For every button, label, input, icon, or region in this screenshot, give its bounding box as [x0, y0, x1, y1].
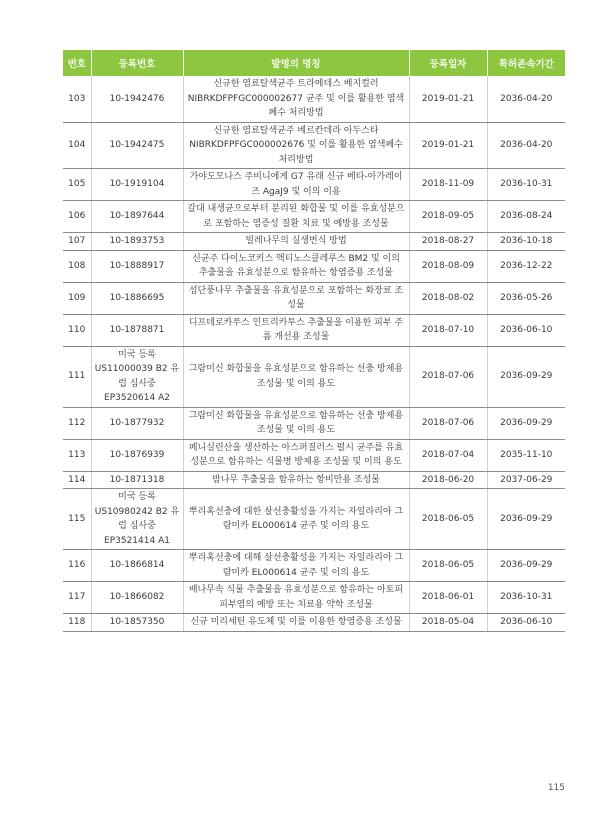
cell-invention-title: 갈대 내생균으로부터 분리된 화합물 및 이를 유효성분으로 포함하는 염증성 질환 치료 및 예방용 조성물 — [183, 201, 409, 233]
cell-registration-number: 10-1871318 — [91, 471, 183, 489]
cell-patent-term: 2036-09-29 — [487, 550, 565, 582]
header-invention-title: 발명의 명칭 — [183, 50, 409, 76]
cell-patent-term: 2036-06-10 — [487, 614, 565, 632]
cell-registration-date: 2018-07-06 — [409, 346, 487, 407]
cell-patent-term: 2036-09-29 — [487, 407, 565, 439]
header-patent-term: 특허존속기간 — [487, 50, 565, 76]
cell-patent-term: 2036-10-31 — [487, 582, 565, 614]
cell-invention-title: 신규한 염료탈색균주 베르칸데라 아두스타 NIBRKDFPFGC000002676 및 이를 활용한 염색폐수 처리방법 — [183, 122, 409, 169]
header-registration-number: 등록번호 — [91, 50, 183, 76]
cell-patent-term: 2035-11-10 — [487, 439, 565, 471]
table-row — [63, 407, 565, 439]
table-row — [63, 346, 565, 407]
cell-patent-term: 2036-09-29 — [487, 346, 565, 407]
cell-registration-number: 10-1877932 — [91, 407, 183, 439]
cell-number: 113 — [63, 439, 91, 471]
cell-registration-date: 2018-07-10 — [409, 314, 487, 346]
cell-patent-term: 2036-08-24 — [487, 201, 565, 233]
cell-patent-term: 2036-10-18 — [487, 233, 565, 251]
cell-registration-date: 2019-01-21 — [409, 76, 487, 122]
table-row — [63, 201, 565, 233]
cell-registration-date: 2018-07-04 — [409, 439, 487, 471]
table-header — [63, 50, 565, 76]
cell-registration-date: 2018-07-06 — [409, 407, 487, 439]
table-row — [63, 550, 565, 582]
cell-registration-number: 10-1893753 — [91, 233, 183, 251]
cell-registration-number: 미국 등록 US11000039 B2 유럽 심사중 EP3520614 A2 — [91, 346, 183, 407]
cell-registration-number: 10-1919104 — [91, 169, 183, 201]
table-body — [63, 76, 565, 631]
cell-registration-date: 2018-09-05 — [409, 201, 487, 233]
cell-patent-term: 2036-06-10 — [487, 314, 565, 346]
cell-invention-title: 디프테로카푸스 인트리카투스 추출물을 이용한 피부 주름 개선용 조성물 — [183, 314, 409, 346]
cell-registration-number: 10-1878871 — [91, 314, 183, 346]
patent-table — [63, 50, 565, 632]
table-row — [63, 76, 565, 122]
cell-invention-title: 빌레나무의 실생번식 방법 — [183, 233, 409, 251]
cell-patent-term: 2036-12-22 — [487, 250, 565, 282]
cell-registration-date: 2018-06-20 — [409, 471, 487, 489]
cell-invention-title: 신규 미리세틴 유도체 및 이를 이용한 항염증용 조성물 — [183, 614, 409, 632]
header-number: 번호 — [63, 50, 91, 76]
table-row — [63, 471, 565, 489]
cell-invention-title: 그람미신 화합물을 유효성분으로 함유하는 선충 방제용 조성물 및 이의 용도 — [183, 346, 409, 407]
cell-number: 111 — [63, 346, 91, 407]
cell-number: 105 — [63, 169, 91, 201]
cell-invention-title: 신규한 염료탈색균주 트라메테스 베지컬러 NIBRKDFPFGC000002677 균주 및 이를 활용한 염색폐수 처리방법 — [183, 76, 409, 122]
cell-registration-number: 10-1897644 — [91, 201, 183, 233]
cell-invention-title: 밤나무 추출물을 함유하는 항비만용 조성물 — [183, 471, 409, 489]
cell-number: 114 — [63, 471, 91, 489]
cell-invention-title: 가야도모나스 주비니에게 G7 유래 신규 베타-아가레이즈 AgaJ9 및 이의 이용 — [183, 169, 409, 201]
cell-registration-number: 10-1866082 — [91, 582, 183, 614]
cell-registration-number: 미국 등록 US10980242 B2 유럽 심사중 EP3521414 A1 — [91, 489, 183, 550]
table-row — [63, 169, 565, 201]
table-row — [63, 614, 565, 632]
cell-number: 116 — [63, 550, 91, 582]
cell-invention-title: 섬단풍나무 추출물을 유효성분으로 포함하는 화장료 조성물 — [183, 282, 409, 314]
cell-registration-date: 2018-11-09 — [409, 169, 487, 201]
cell-patent-term: 2036-04-20 — [487, 122, 565, 169]
cell-registration-date: 2018-05-04 — [409, 614, 487, 632]
cell-number: 115 — [63, 489, 91, 550]
cell-registration-number: 10-1942475 — [91, 122, 183, 169]
cell-registration-date: 2018-08-02 — [409, 282, 487, 314]
table-row — [63, 122, 565, 169]
cell-invention-title: 페니실린산을 생산하는 아스퍼질러스 펄시 균주를 유효성분으로 함유하는 식물병 방제용 조성물 및 이의 용도 — [183, 439, 409, 471]
cell-registration-number: 10-1888917 — [91, 250, 183, 282]
cell-patent-term: 2036-04-20 — [487, 76, 565, 122]
table-row — [63, 582, 565, 614]
cell-invention-title: 뿌리혹선충에 대한 살선충활성을 가지는 자일라리아 그람미카 EL000614 균주 및 이의 용도 — [183, 489, 409, 550]
cell-invention-title: 신균주 다이노코커스 액티노스클레루스 BM2 및 이의 추출물을 유효성분으로 함유하는 항염증용 조성물 — [183, 250, 409, 282]
page-number: 115 — [547, 783, 565, 793]
table-row — [63, 489, 565, 550]
header-registration-date: 등록일자 — [409, 50, 487, 76]
cell-number: 107 — [63, 233, 91, 251]
cell-registration-number: 10-1942476 — [91, 76, 183, 122]
cell-invention-title: 배나무속 식물 추출물을 유효성분으로 함유하는 아토피 피부염의 예방 또는 치료용 약학 조성물 — [183, 582, 409, 614]
cell-patent-term: 2037-06-29 — [487, 471, 565, 489]
cell-number: 112 — [63, 407, 91, 439]
cell-number: 104 — [63, 122, 91, 169]
table-row — [63, 439, 565, 471]
cell-registration-number: 10-1886695 — [91, 282, 183, 314]
cell-registration-date: 2018-08-09 — [409, 250, 487, 282]
table-row — [63, 233, 565, 251]
cell-registration-date: 2018-06-05 — [409, 550, 487, 582]
table-row — [63, 282, 565, 314]
cell-patent-term: 2036-05-26 — [487, 282, 565, 314]
header-row — [63, 50, 565, 76]
cell-patent-term: 2036-09-29 — [487, 489, 565, 550]
cell-number: 103 — [63, 76, 91, 122]
patent-table-container — [63, 50, 565, 632]
cell-registration-date: 2018-06-05 — [409, 489, 487, 550]
cell-number: 108 — [63, 250, 91, 282]
cell-registration-date: 2019-01-21 — [409, 122, 487, 169]
cell-patent-term: 2036-10-31 — [487, 169, 565, 201]
cell-registration-date: 2018-08-27 — [409, 233, 487, 251]
cell-number: 110 — [63, 314, 91, 346]
cell-invention-title: 그람미신 화합물을 유효성분으로 함유하는 선충 방제용 조성물 및 이의 용도 — [183, 407, 409, 439]
cell-number: 118 — [63, 614, 91, 632]
table-row — [63, 314, 565, 346]
cell-number: 106 — [63, 201, 91, 233]
table-row — [63, 250, 565, 282]
cell-registration-number: 10-1866814 — [91, 550, 183, 582]
cell-registration-number: 10-1857350 — [91, 614, 183, 632]
cell-invention-title: 뿌리혹선충에 대해 살선충활성을 가지는 자일라리아 그람미카 EL000614 균주 및 이의 용도 — [183, 550, 409, 582]
cell-registration-number: 10-1876939 — [91, 439, 183, 471]
cell-number: 117 — [63, 582, 91, 614]
cell-registration-date: 2018-06-01 — [409, 582, 487, 614]
cell-number: 109 — [63, 282, 91, 314]
